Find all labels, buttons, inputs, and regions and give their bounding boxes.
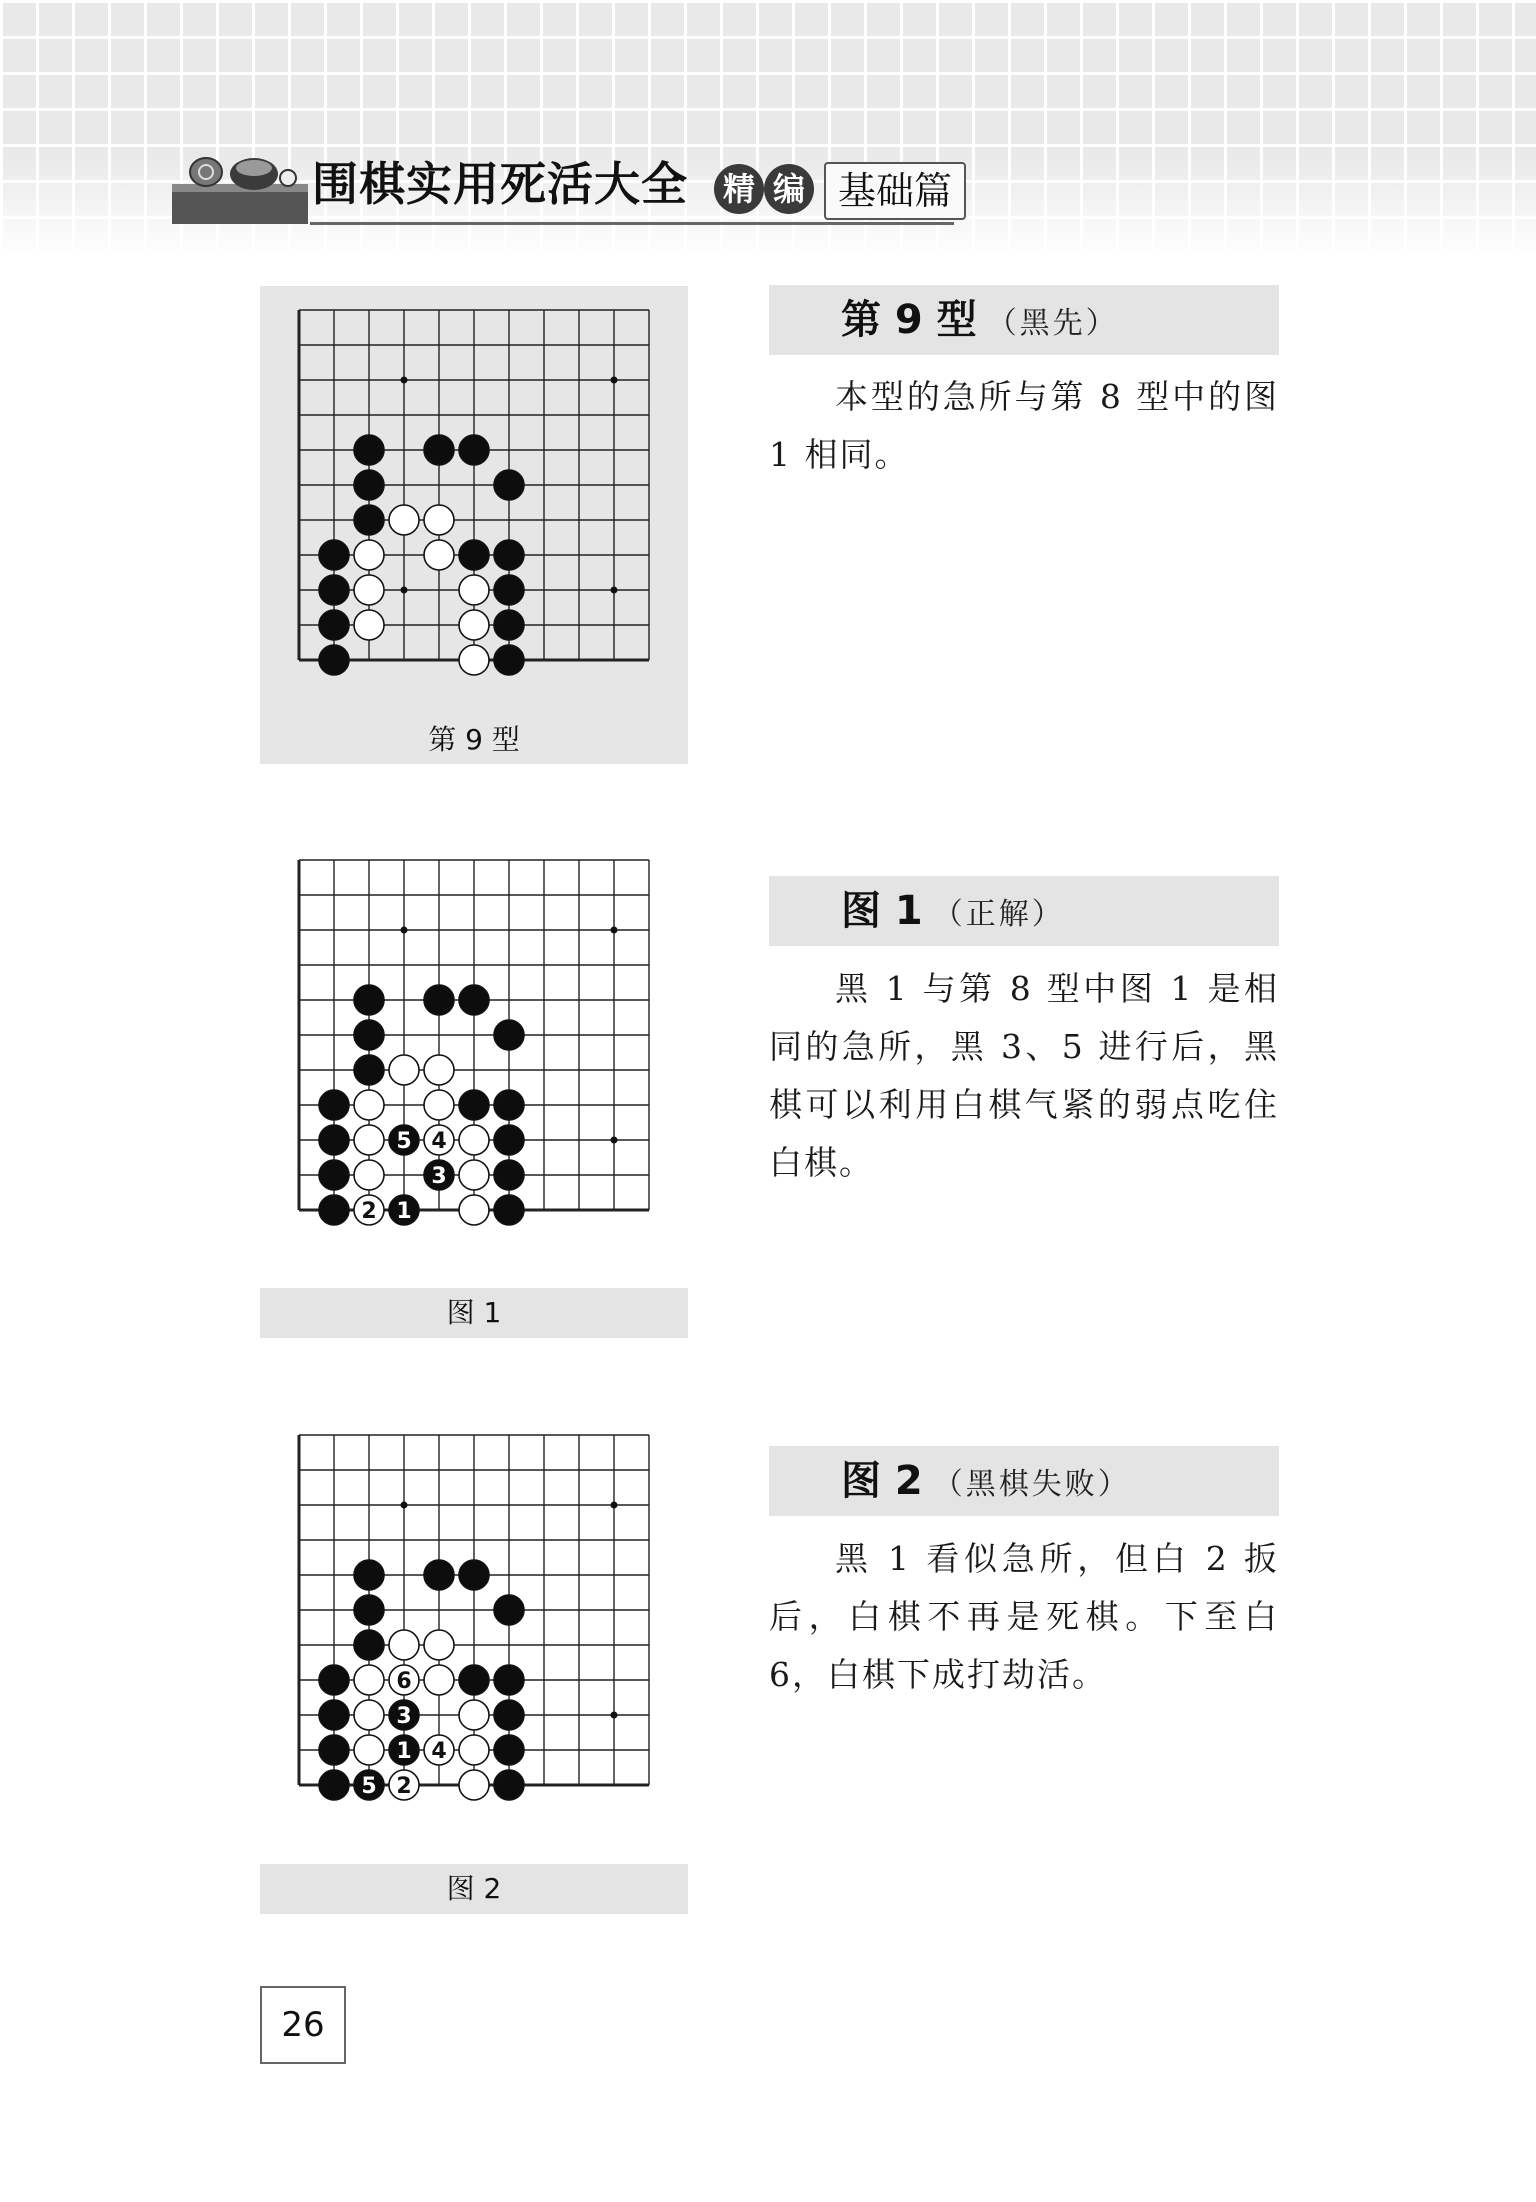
black-stone (459, 435, 489, 465)
badge-jing: 精 (714, 164, 764, 214)
black-stone (354, 1020, 384, 1050)
black-stone (424, 1560, 454, 1590)
white-stone (424, 505, 454, 535)
board-grid (299, 860, 649, 1210)
white-stone (424, 540, 454, 570)
black-stone (424, 985, 454, 1015)
white-stone (389, 1055, 419, 1085)
black-stone (459, 1665, 489, 1695)
white-stone (354, 1665, 384, 1695)
white-stone (459, 610, 489, 640)
problem-9-caption: 第 9 型 (428, 723, 520, 756)
star-point (401, 377, 408, 384)
move-number-label: 5 (396, 1129, 412, 1154)
move-number-label: 1 (396, 1739, 412, 1764)
star-point (401, 1502, 408, 1509)
star-point (611, 1712, 618, 1719)
white-stone (354, 1700, 384, 1730)
white-stone (424, 1630, 454, 1660)
black-stone (319, 1090, 349, 1120)
black-stone (319, 1195, 349, 1225)
black-stone (494, 1020, 524, 1050)
board-grid (299, 310, 649, 660)
problem-9-panel (260, 286, 688, 764)
black-stone (494, 1665, 524, 1695)
go-board-problem-9 (260, 286, 688, 706)
black-stone (494, 1195, 524, 1225)
section-subtitle: （黑棋失败） (932, 1467, 1131, 1502)
move-number-label: 6 (396, 1669, 412, 1694)
black-stone (354, 1630, 384, 1660)
white-stone (459, 1735, 489, 1765)
book-title: 围棋实用死活大全 (312, 157, 688, 211)
page-number: 26 (260, 1986, 346, 2064)
black-stone (319, 645, 349, 675)
black-stone (319, 540, 349, 570)
white-stone (459, 645, 489, 675)
level-label: 基础篇 (824, 162, 966, 220)
black-stone (494, 1770, 524, 1800)
figure-1-caption: 图 1 (260, 1288, 688, 1338)
section-header-figure-1 (769, 876, 1279, 946)
black-stone (354, 470, 384, 500)
black-stone (494, 610, 524, 640)
white-stone (424, 1665, 454, 1695)
section-subtitle: （正解） (932, 897, 1065, 932)
black-stone (354, 985, 384, 1015)
white-stone (354, 540, 384, 570)
star-point (401, 587, 408, 594)
section-header-figure-2 (769, 1446, 1279, 1516)
white-stone (459, 1195, 489, 1225)
figure-1-panel (260, 836, 688, 1256)
black-stone (319, 575, 349, 605)
black-stone (494, 575, 524, 605)
black-stone (459, 1090, 489, 1120)
go-board-figure-1 (260, 836, 688, 1256)
white-stone (459, 1700, 489, 1730)
black-stone (494, 1735, 524, 1765)
black-stone (494, 1090, 524, 1120)
white-stone (354, 1125, 384, 1155)
black-stone (424, 435, 454, 465)
star-point (611, 1502, 618, 1509)
section-body-problem-9: 本型的急所与第 8 型中的图 1 相同。 (769, 377, 1279, 474)
black-stone (494, 1125, 524, 1155)
white-stone (459, 575, 489, 605)
white-stone (354, 610, 384, 640)
black-stone (319, 610, 349, 640)
section-body-figure-1: 黑 1 与第 8 型中图 1 是相同的急所，黑 3、5 进行后，黑棋可以利用白棋气紧的弱点吃住白棋。 (769, 969, 1279, 1182)
header-rule (310, 222, 954, 225)
black-stone (459, 540, 489, 570)
white-stone (424, 1090, 454, 1120)
section-body-figure-2: 黑 1 看似急所，但白 2 扳后，白棋不再是死棋。下至白 6，白棋下成打劫活。 (769, 1539, 1279, 1694)
white-stone (354, 1735, 384, 1765)
section-title: 第 9 型 (841, 297, 977, 343)
figure-2-panel (260, 1411, 688, 1831)
white-stone (389, 505, 419, 535)
star-point (611, 587, 618, 594)
go-board-figure-2 (260, 1411, 688, 1831)
star-point (611, 377, 618, 384)
black-stone (354, 435, 384, 465)
move-number-label: 3 (396, 1704, 412, 1729)
white-stone (354, 1160, 384, 1190)
white-stone (424, 1055, 454, 1085)
white-stone (459, 1160, 489, 1190)
board-grid (299, 1435, 649, 1785)
black-stone (319, 1160, 349, 1190)
move-number-label: 4 (431, 1129, 447, 1154)
figure-2-caption: 图 2 (260, 1864, 688, 1914)
black-stone (354, 1560, 384, 1590)
black-stone (319, 1700, 349, 1730)
white-stone (459, 1125, 489, 1155)
go-bowls-logo-icon (170, 150, 310, 226)
black-stone (494, 1700, 524, 1730)
move-number-label: 1 (396, 1199, 412, 1224)
section-title: 图 2 (841, 1458, 923, 1504)
black-stone (354, 505, 384, 535)
black-stone (319, 1770, 349, 1800)
move-number-label: 2 (361, 1199, 377, 1224)
black-stone (319, 1125, 349, 1155)
black-stone (494, 540, 524, 570)
star-point (401, 927, 408, 934)
black-stone (319, 1665, 349, 1695)
section-subtitle: （黑先） (986, 306, 1119, 341)
black-stone (494, 1595, 524, 1625)
move-number-label: 2 (396, 1774, 412, 1799)
section-header-problem-9 (769, 285, 1279, 355)
move-number-label: 4 (431, 1739, 447, 1764)
white-stone (354, 575, 384, 605)
move-number-label: 5 (361, 1774, 377, 1799)
white-stone (389, 1630, 419, 1660)
black-stone (319, 1735, 349, 1765)
black-stone (494, 645, 524, 675)
star-point (611, 927, 618, 934)
section-title: 图 1 (841, 888, 923, 934)
black-stone (354, 1595, 384, 1625)
white-stone (354, 1090, 384, 1120)
badge-bian: 编 (764, 164, 814, 214)
star-point (611, 1137, 618, 1144)
black-stone (354, 1055, 384, 1085)
black-stone (494, 470, 524, 500)
black-stone (494, 1160, 524, 1190)
white-stone (459, 1770, 489, 1800)
move-number-label: 3 (431, 1164, 447, 1189)
black-stone (459, 985, 489, 1015)
black-stone (459, 1560, 489, 1590)
